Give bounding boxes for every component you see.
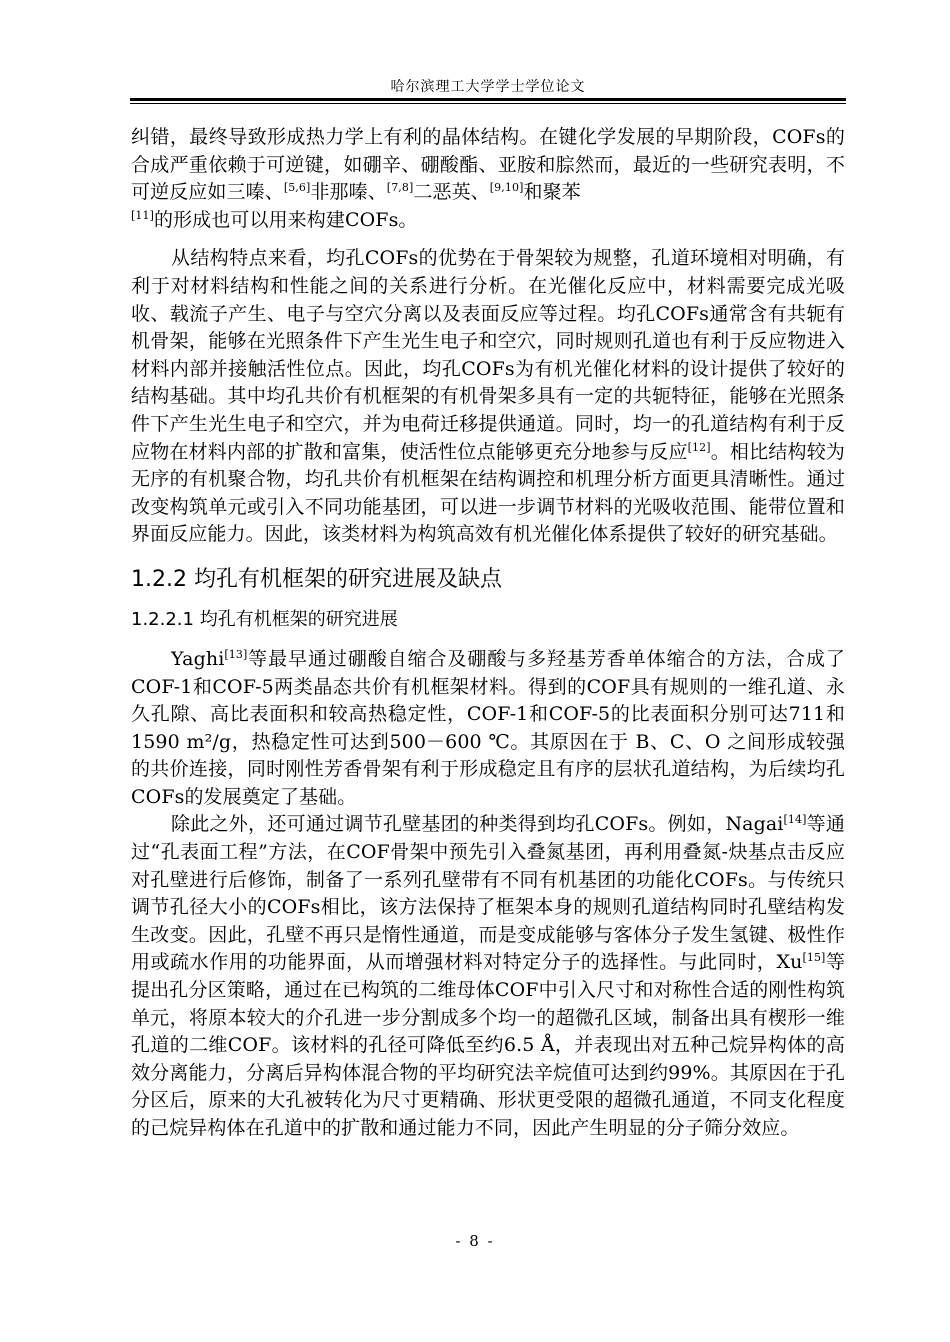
citation: [7,8] bbox=[386, 181, 414, 195]
subsection-heading-1-2-2-1: 1.2.2.1 均孔有机框架的研究进展 bbox=[131, 608, 398, 630]
citation: [12] bbox=[687, 440, 711, 454]
header-rule bbox=[130, 98, 846, 104]
citation: [14] bbox=[783, 813, 807, 827]
page-number: - 8 - bbox=[455, 1232, 495, 1250]
citation: [15] bbox=[802, 951, 826, 965]
body-text bbox=[131, 124, 845, 1143]
citation: [11] bbox=[131, 208, 154, 222]
paragraph-1: 纠错，最终导致形成热力学上有利的晶体结构。在键化学发展的早期阶段，COFs的合成严重依赖于可逆键，如硼辛、硼酸酯、亚胺和腙然而，最近的一些研究表明，不可逆反应如三嗪、[5,6]非那嗪、[7,8]二恶英、[9,10]和聚苯 [11]的形成也可以用来构建COFs。 bbox=[131, 126, 845, 231]
citation: [5,6] bbox=[283, 181, 311, 195]
running-header: 哈尔滨理工大学学士学位论文 bbox=[390, 79, 586, 95]
paragraph-2: 从结构特点来看，均孔COFs的优势在于骨架较为规整，孔道环境相对明确，有利于对材料结构和性能之间的关系进行分析。在光催化反应中，材料需要完成光吸收、载流子产生、电子与空穴分离以及表面反应等过程。均孔COFs通常含有共轭有机骨架，能够在光照条件下产生光生电子和空穴，同时规则孔道也有利于反应物进入材料内部并接触活性位点。因此，均孔COFs为有机光催化材料的设计提供了较好的结构基础。其中均孔共价有机框架的有机骨架多具有一定的共轭特征，能够在光照条件下产生光生电子和空穴，并为电荷迁移提供通道。同时，均一的孔道结构有利于反应物在材料内部的扩散和富集，使活性位点能够更充分地参与反应[12]。相比结构较为无序的有机聚合物，均孔共价有机框架在结构调控和机理分析方面更具清晰性。通过改变构筑单元或引入不同功能基团，可以进一步调节材料的光吸收范围、能带位置和界面反应能力。因此，该类材料为构筑高效有机光催化体系提供了较好的研究基础。 bbox=[131, 247, 846, 546]
section-heading-1-2-2: 1.2.2 均孔有机框架的研究进展及缺点 bbox=[131, 566, 502, 592]
citation: [13] bbox=[224, 647, 248, 661]
paragraph-3: Yaghi[13]等最早通过硼酸自缩合及硼酸与多羟基芳香单体缩合的方法，合成了COF-1和COF-5两类晶态共价有机框架材料。得到的COF具有规则的一维孔道、永久孔隙、高比表面积和较高热稳定性，COF-1和COF-5的比表面积分别可达711和1590 m²/g，热稳定性可达到500－600 ℃。其原因在于 B、C、O 之间形成较强的共价连接，同时刚性芳香骨架有利于形成稳定且有序的层状孔道结构，为后续均孔COFs的发展奠定了基础。 bbox=[131, 647, 845, 808]
citation: [9,10] bbox=[489, 181, 524, 195]
paragraph-4: 除此之外，还可通过调节孔壁基团的种类得到均孔COFs。例如，Nagai[14]等通过“孔表面工程”方法，在COF骨架中预先引入叠氮基团，再利用叠氮-炔基点击反应对孔壁进行后修饰，制备了一系列孔壁带有不同有机基团的功能化COFs。与传统只调节孔径大小的COFs相比，该方法保持了框架本身的规则孔道结构同时孔壁结构发生改变。因此，孔壁不再只是惰性通道，而是变成能够与客体分子发生氢键、极性作用或疏水作用的功能界面，从而增强材料对特定分子的选择性。与此同时，Xu[15]等提出孔分区策略，通过在已构筑的二维母体COF中引入尺寸和对称性合适的刚性构筑单元，将原本较大的介孔进一步分割成多个均一的超微孔区域，制备出具有楔形一维孔道的二维COF。该材料的孔径可降低至约6.5 Å，并表现出对五种己烷异构体的高效分离能力，分离后异构体混合物的平均研究法辛烷值可达到约99%。其原因在于孔分区后，原来的大孔被转化为尺寸更精确、形状更受限的超微孔通道，不同支化程度的己烷异构体在孔道中的扩散和通过能力不同，因此产生明显的分子筛分效应。 bbox=[131, 813, 845, 1139]
